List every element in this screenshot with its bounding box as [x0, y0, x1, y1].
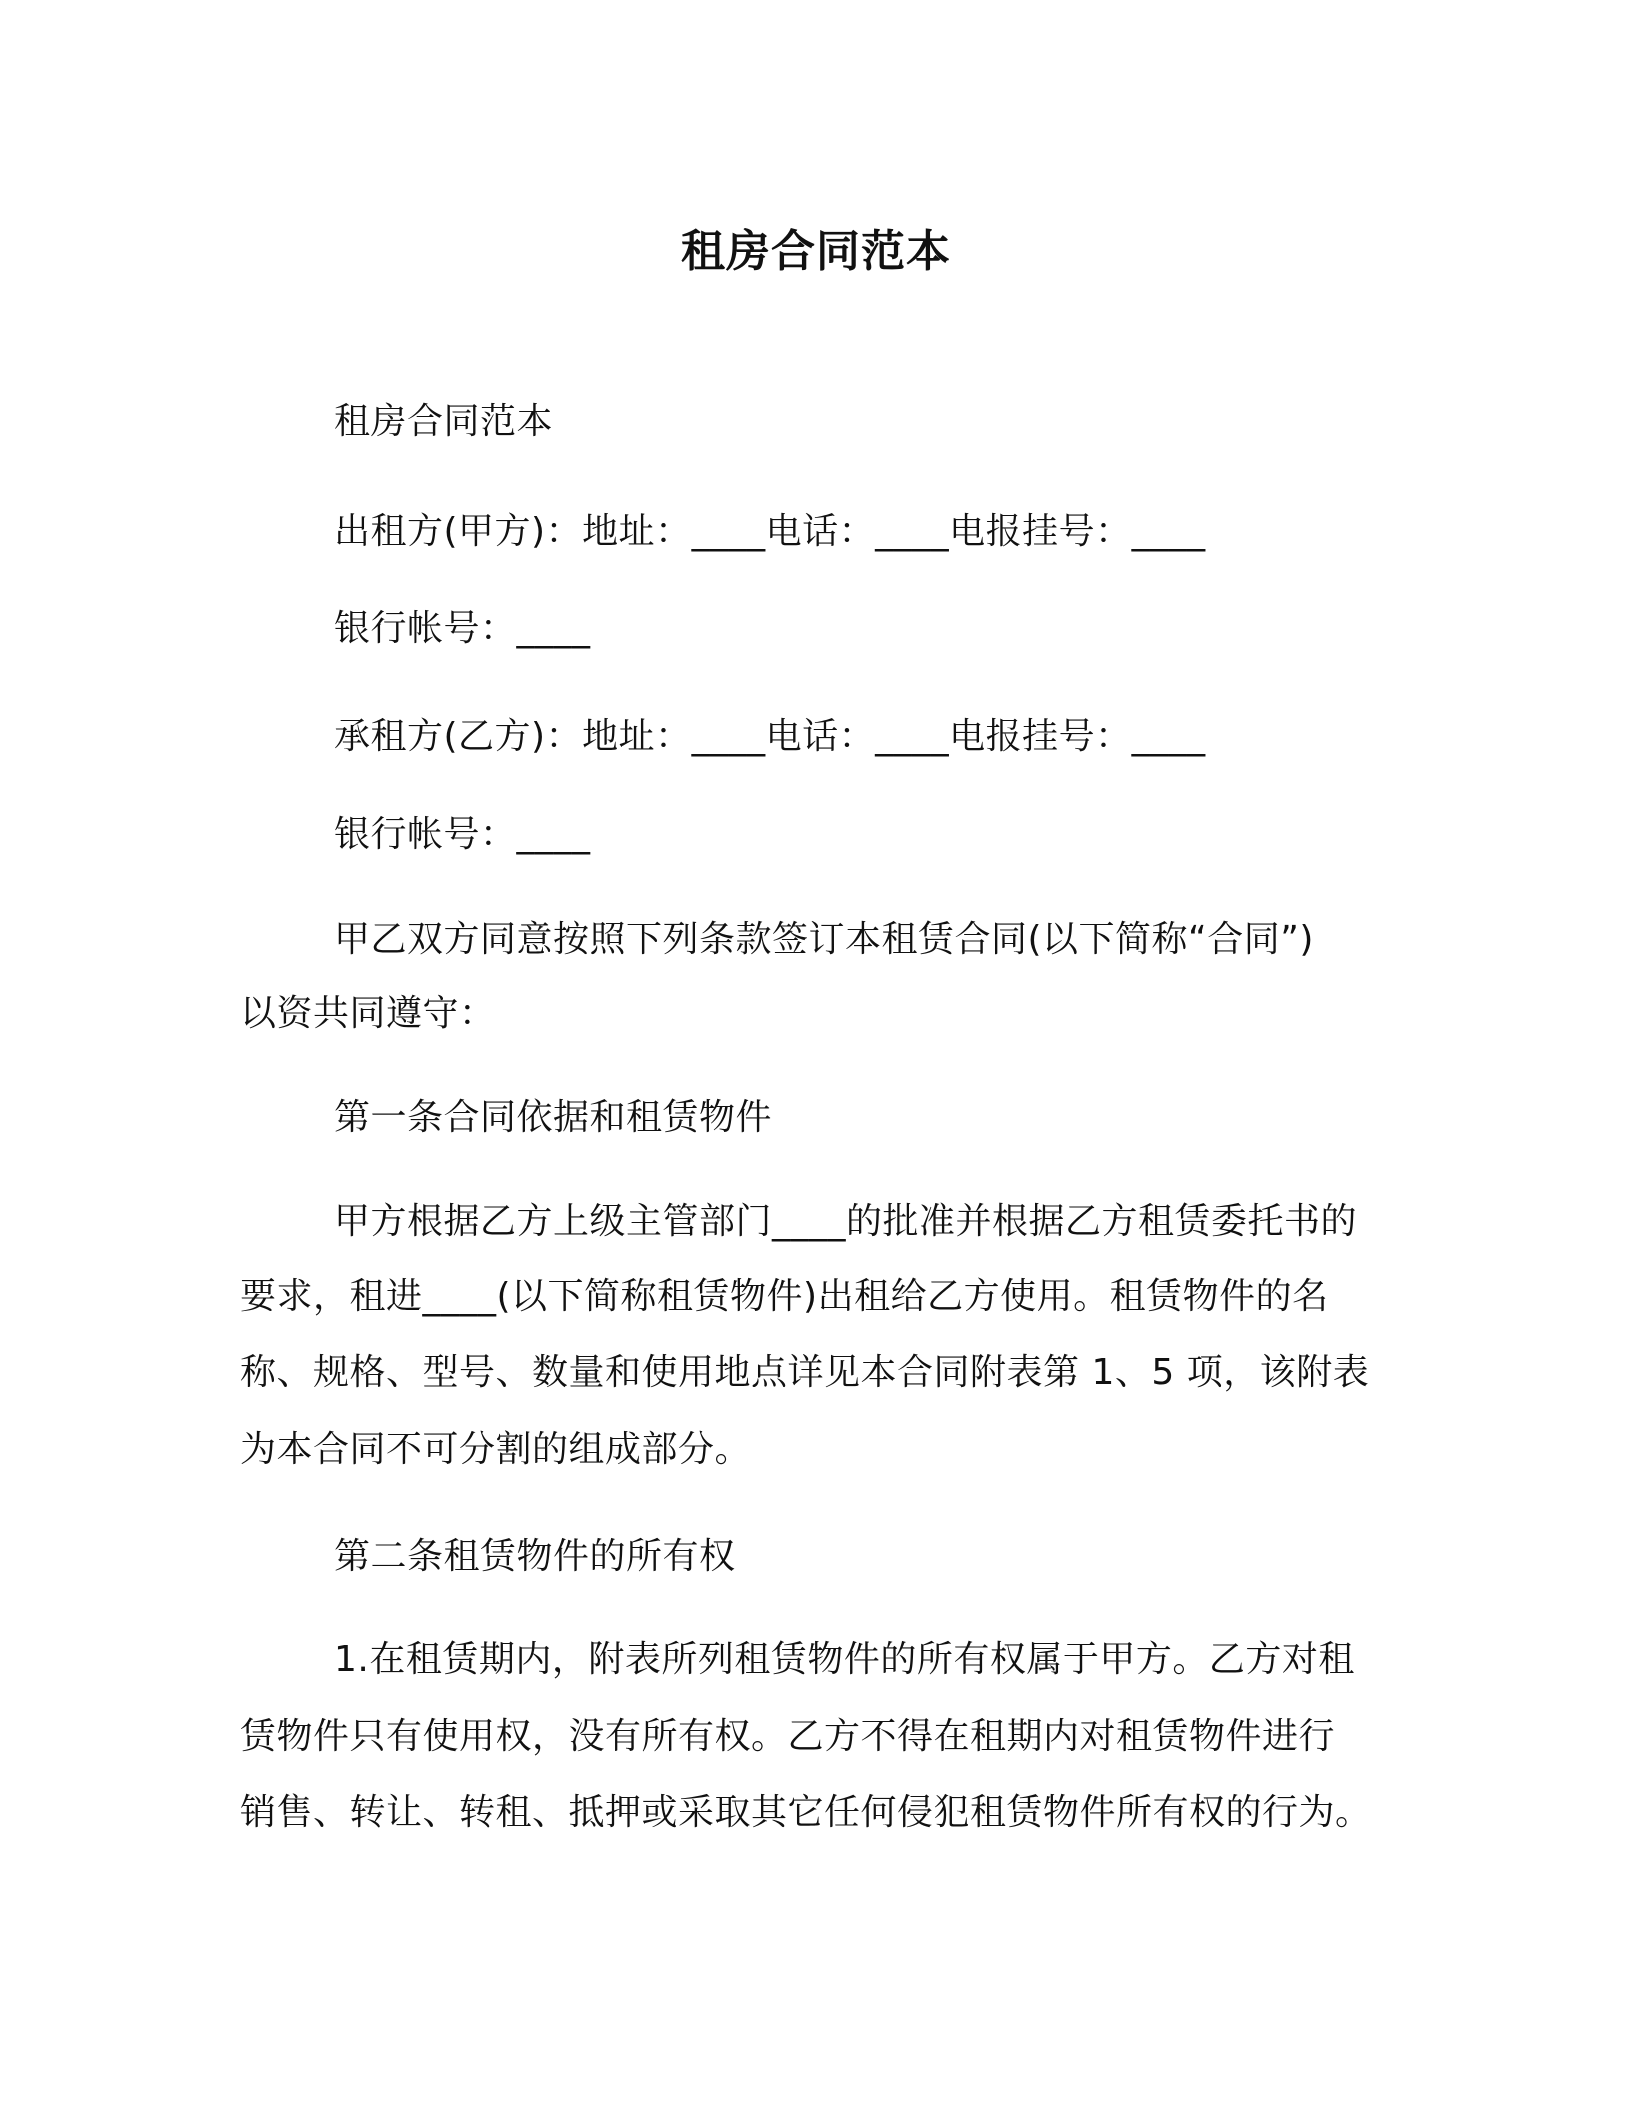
lessor-info-line: 出租方(甲方)：地址：____电话：____电报挂号：____	[334, 511, 1206, 552]
article-1-line-4: 为本合同不可分割的组成部分。	[240, 1429, 752, 1470]
article-1-line-2: 要求，租进____(以下简称租赁物件)出租给乙方使用。租赁物件的名	[240, 1276, 1329, 1317]
agreement-line-1: 甲乙双方同意按照下列条款签订本租赁合同(以下简称“合同”)	[334, 919, 1314, 960]
article-1-line-1: 甲方根据乙方上级主管部门____的批准并根据乙方租赁委托书的	[334, 1201, 1358, 1242]
subtitle-line: 租房合同范本	[334, 401, 554, 442]
agreement-line-2: 以资共同遵守：	[240, 993, 496, 1034]
article-1-heading: 第一条合同依据和租赁物件	[334, 1097, 773, 1138]
article-2-line-2: 赁物件只有使用权，没有所有权。乙方不得在租期内对租赁物件进行	[240, 1716, 1336, 1757]
lessee-bank-line: 银行帐号：____	[334, 814, 591, 855]
article-2-line-1: 1.在租赁期内，附表所列租赁物件的所有权属于甲方。乙方对租	[334, 1639, 1355, 1680]
document-title: 租房合同范本	[681, 226, 951, 277]
lessor-bank-line: 银行帐号：____	[334, 608, 591, 649]
article-1-line-3: 称、规格、型号、数量和使用地点详见本合同附表第 1、5 项，该附表	[240, 1352, 1370, 1393]
article-2-heading: 第二条租赁物件的所有权	[334, 1536, 736, 1577]
lessee-info-line: 承租方(乙方)：地址：____电话：____电报挂号：____	[334, 716, 1206, 757]
article-2-line-3: 销售、转让、转租、抵押或采取其它任何侵犯租赁物件所有权的行为。	[240, 1792, 1372, 1833]
